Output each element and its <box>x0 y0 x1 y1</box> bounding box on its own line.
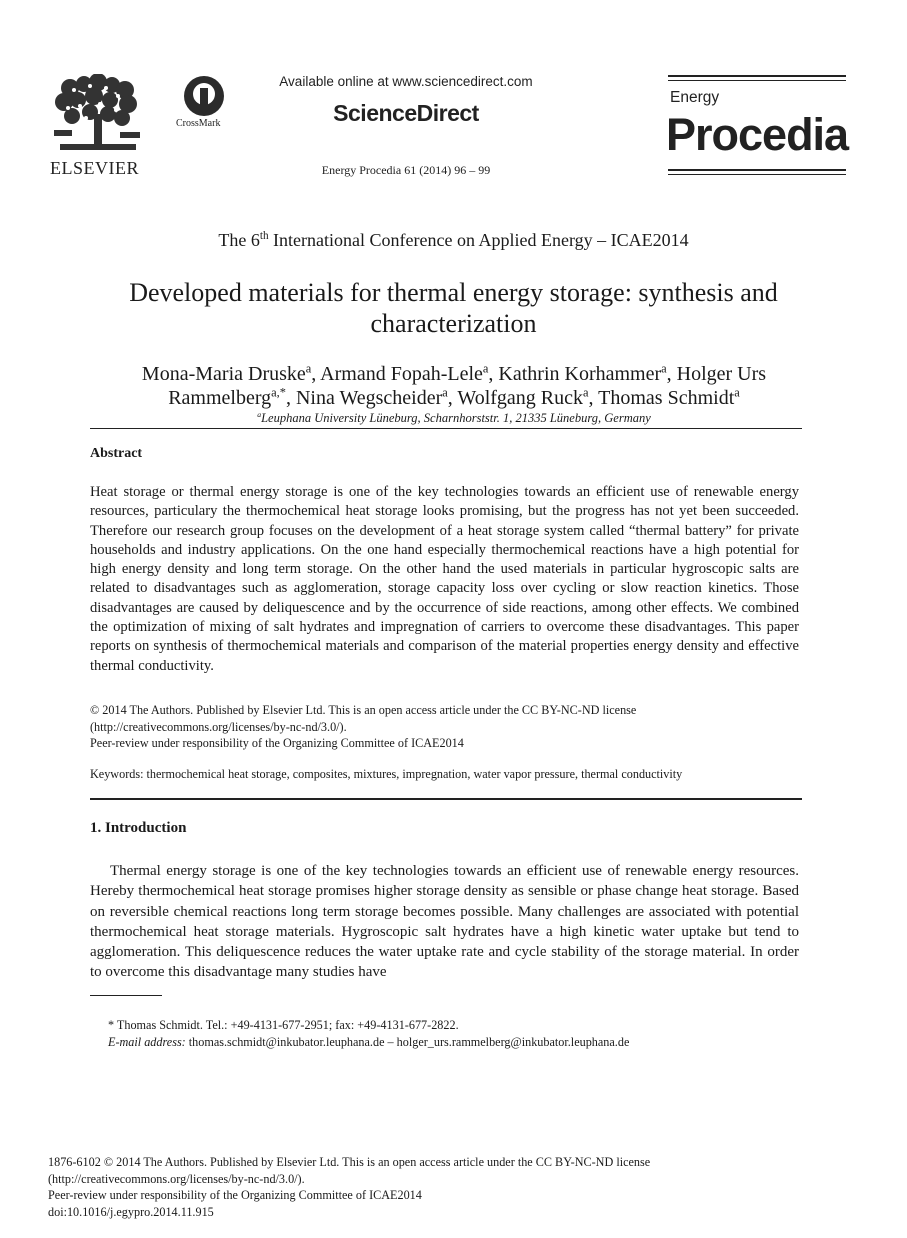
crossmark-logo[interactable] <box>172 74 236 134</box>
author-sup: a <box>442 385 448 400</box>
sciencedirect-logo: ScienceDirect <box>333 100 479 126</box>
author-name: Mona-Maria Druske <box>141 363 306 385</box>
author-sep: , <box>311 363 321 385</box>
author-name-part: Holger Urs <box>676 363 767 385</box>
intro-heading: 1. Introduction <box>90 820 187 836</box>
journal-name-small: Energy <box>670 89 720 106</box>
conference-sup: th <box>259 230 269 242</box>
peer-review-note: Peer-review under responsibility of the Organizing Committee of ICAE2014 <box>90 736 464 750</box>
paper-title <box>50 277 857 339</box>
intro-body: Thermal energy storage is one of the key technologies towards an efficient use of renewable energy resources. Hereby thermochemical heat storage promises higher storage density as sensible or phase change heat storage. Based on reversible chemical reactions long term storage becomes possible. Many challenges are associated with potential thermochemical heat storage materials. Hygroscopic salt hydrates have a high kinetic water uptake but tend to agglomeration. This deliquescence reduces the water uptake rate and cycle stability of the storage material. In order to overcome this disadvantage many studies have <box>90 863 799 981</box>
author-name-part: Rammelberg <box>168 387 272 409</box>
keywords: Keywords: thermochemical heat storage, composites, mixtures, impregnation, water vapor pressure, thermal conductivity <box>90 767 683 781</box>
author-sup: a <box>734 385 740 400</box>
journal-logo-bottom-rule-2 <box>668 174 846 175</box>
publisher-name: ELSEVIER <box>50 158 139 178</box>
author-sep: , <box>588 387 599 409</box>
author-name: Thomas Schmidt <box>598 387 735 409</box>
author-sup: a,* <box>271 385 286 400</box>
crossmark-label: CrossMark <box>176 118 221 129</box>
corresponding-author: * Thomas Schmidt. Tel.: +49-4131-677-2951; fax: +49-4131-677-2822. <box>108 1018 459 1032</box>
author-sep: , <box>666 363 677 385</box>
author-sep: , <box>488 363 499 385</box>
license-link[interactable]: (http://creativecommons.org/licenses/by-nc-nd/3.0/). <box>90 719 347 734</box>
author-sup: a <box>583 385 589 400</box>
author-sup: a <box>661 361 667 376</box>
footer-peer-review: Peer-review under responsibility of the Organizing Committee of ICAE2014 <box>48 1188 422 1202</box>
author-name: Wolfgang Ruck <box>457 387 584 409</box>
paper-title-line1: Developed materials for thermal energy storage: synthesis and <box>129 278 778 307</box>
page-footer <box>48 1154 848 1220</box>
paper-title-line2: characterization <box>370 309 537 338</box>
footer-license-link[interactable]: (http://creativecommons.org/licenses/by-nc-nd/3.0/). <box>48 1171 305 1186</box>
journal-logo-top-rule-1 <box>668 75 846 77</box>
journal-logo-bottom-rule-1 <box>668 169 846 171</box>
footer-issn-line: 1876-6102 © 2014 The Authors. Published by Elsevier Ltd. This is an open access article under the CC BY-NC-ND license <box>48 1155 651 1169</box>
conference-rest: International Conference on Applied Energy – ICAE2014 <box>268 230 689 250</box>
footnote-divider <box>90 995 162 996</box>
abstract-heading: Abstract <box>90 446 143 461</box>
title-divider <box>90 428 802 429</box>
abstract-body: Heat storage or thermal energy storage is one of the key technologies towards an efficient use of renewable energy resources, particulary the thermochemical heat storage looks promising, but the progress has not yet been succeeded. Therefore our research group focuses on the development of a heat storage system called “thermal battery” for private households and industry applications. On the one hand especially thermochemical reactions have a high potential for high energy density and long term storage. On the other hand the used materials in particular hygroscopic salts are related to disadvantages such as agglomeration, storage capacity loss over cycling or slow reaction kinetics. Those disadvantages are caused by deliquescence and by the occurrence of side reactions, among other effects. We combined the optimization of mixing of salt hydrates and impregnation of carriers to overcome these disadvantages. This paper reports on synthesis of thermochemical materials and comparison of the material properties energy density and effective thermal conductivity. <box>90 484 799 674</box>
elsevier-tree-icon <box>50 74 146 154</box>
author-name: Nina Wegscheider <box>295 387 443 409</box>
journal-logo-top-rule-2 <box>668 80 846 81</box>
conference-name <box>60 230 847 251</box>
crossmark-icon <box>181 74 227 118</box>
journal-reference: Energy Procedia 61 (2014) 96 – 99 <box>321 163 491 177</box>
affiliation-sup: a <box>257 409 262 419</box>
copyright-line1: © 2014 The Authors. Published by Elsevier Ltd. This is an open access article under the CC BY-NC-ND license <box>90 703 637 717</box>
author-list <box>90 362 818 410</box>
affiliation-text: Leuphana University Lüneburg, Scharnhorststr. 1, 21335 Lüneburg, Germany <box>261 411 651 425</box>
available-online: Available online at www.sciencedirect.com <box>279 74 533 89</box>
email-label: E-mail address: <box>108 1034 186 1049</box>
author-sup: a <box>305 361 312 376</box>
footer-doi[interactable]: doi:10.1016/j.egypro.2014.11.915 <box>48 1204 214 1219</box>
author-sep: , <box>447 387 458 409</box>
abstract-divider <box>90 798 802 800</box>
author-name: Kathrin Korhammer <box>498 363 662 385</box>
author-sep: , <box>285 387 296 409</box>
elsevier-logo <box>48 74 148 178</box>
conference-prefix: The 6 <box>218 230 260 250</box>
author-line-2 <box>90 386 818 410</box>
author-sup: a <box>482 361 489 376</box>
email-value[interactable]: thomas.schmidt@inkubator.leuphana.de – holger_urs.rammelberg@inkubator.leuphana.de <box>185 1034 630 1049</box>
abstract-copyright <box>90 702 802 752</box>
author-name: Armand Fopah-Lele <box>320 363 483 385</box>
email-line <box>108 1034 808 1051</box>
author-line-1 <box>90 362 818 386</box>
footnote <box>108 1017 808 1050</box>
affiliation <box>90 411 818 426</box>
journal-name-large: Procedia <box>666 109 849 160</box>
